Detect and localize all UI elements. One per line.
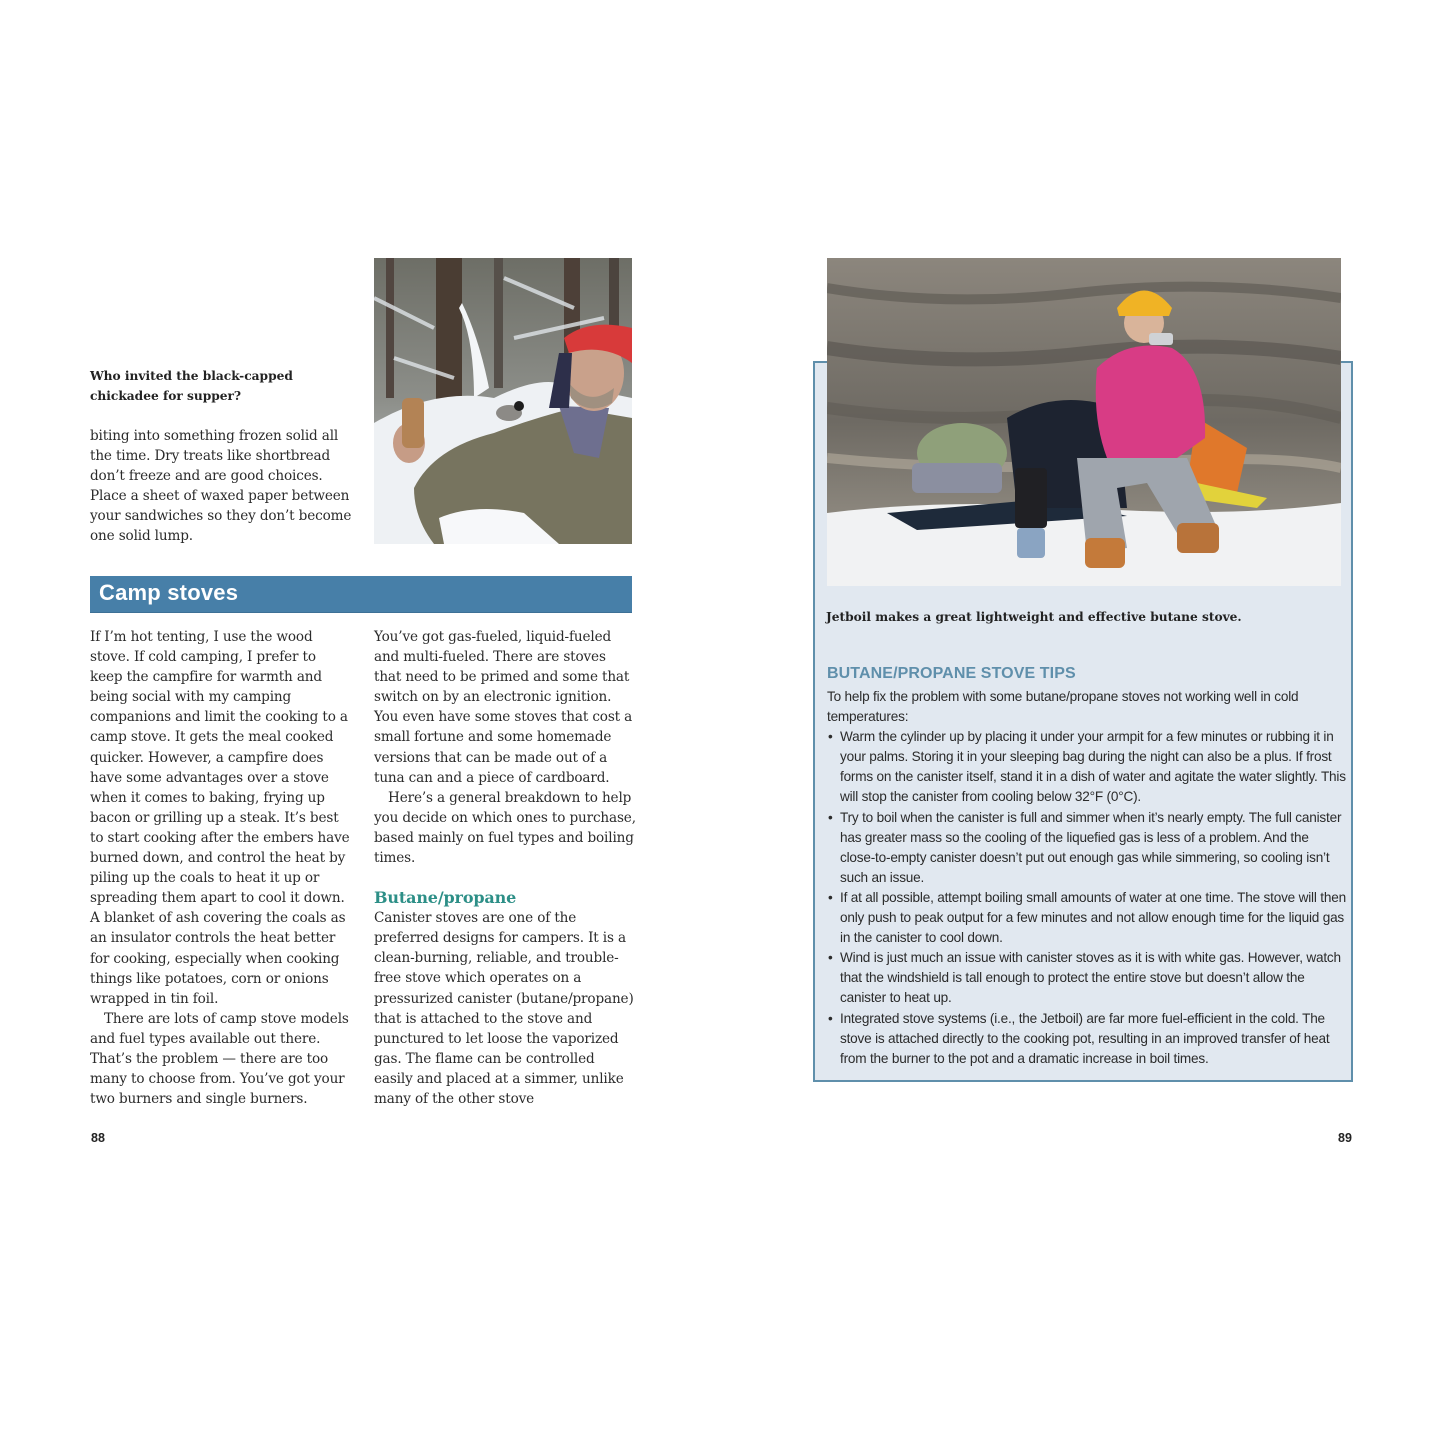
text-column-2 [374, 627, 636, 1109]
photo-climber-with-jetboil [827, 258, 1341, 586]
column1-paragraph-2: There are lots of camp stove models and fuel types available out there. That’s the problem — there are too many to choose from. You’ve got your two burners and single burners. [90, 1010, 349, 1108]
tips-list [827, 727, 1347, 1069]
bullet-icon: • [828, 950, 833, 966]
tip-text: Wind is just much an issue with canister stoves as it is with white gas. However, watch that the windshield is tall enough to protect the entire stove but doesn’t allow the canister to heat up. [840, 950, 1341, 1006]
tip-text: If at all possible, attempt boiling small amounts of water at one time. The stove will then only push to peak output for a few minutes and not allow enough time for the liquid gas in the canister to cool down. [840, 889, 1346, 946]
tip-item [827, 808, 1347, 888]
tip-text: Integrated stove systems (i.e., the Jetboil) are far more fuel-efficient in the cold. The stove is attached directly to the cooking pot, resulting in an improved transfer of heat from the burner to the pot and a dramatic increase in boil times. [840, 1010, 1330, 1066]
photo-caption-chickadee: Who invited the black-capped chickadee for supper? [90, 369, 293, 403]
photo-man-with-chickadee [374, 258, 632, 544]
section-header-camp-stoves [90, 576, 632, 613]
bullet-icon: • [828, 889, 833, 905]
tips-body [827, 687, 1347, 1069]
subheading-butane-propane: Butane/propane [374, 888, 517, 908]
page-number-left: 88 [91, 1131, 105, 1145]
page-number-right: 89 [1338, 1131, 1352, 1145]
column2-paragraph-2: Here’s a general breakdown to help you decide on which ones to purchase, based mainly on fuel types and boiling times. [374, 789, 636, 867]
bullet-icon: • [828, 809, 833, 825]
text-column-1 [90, 627, 352, 1109]
tip-item [827, 888, 1347, 948]
column2-paragraph-3: Canister stoves are one of the preferred designs for campers. It is a clean-burning, reliable, and trouble-free stove which operates on a pressurized canister (butane/propane) that is attached to the stove and punctured to let loose the vaporized gas. The flame can be controlled easily and placed at a simmer, unlike many of the other stove [374, 910, 634, 1107]
intro-paragraph-text: biting into something frozen solid all the time. Dry treats like shortbread don’t freeze and are good choices. Place a sheet of waxed paper between your sandwiches so they don’t become one solid lump. [90, 428, 352, 545]
tip-item [827, 727, 1347, 807]
tips-intro: To help fix the problem with some butane/propane stoves not working well in cold temperatures: [827, 689, 1299, 725]
bullet-icon: • [828, 729, 833, 745]
intro-paragraph [90, 426, 360, 547]
photo-caption-jetboil: Jetboil makes a great lightweight and effective butane stove. [826, 610, 1242, 624]
tip-text: Warm the cylinder up by placing it under your armpit for a few minutes or rubbing it in your palms. Storing it in your sleeping bag during the night can also be a plus. If frost forms on the canister itself, stand it in a dish of water and agitate the water slightly. This will stop the canister from cooling below 32°F (0°C). [840, 729, 1346, 805]
bullet-icon: • [828, 1010, 833, 1026]
section-title: Camp stoves [99, 580, 239, 605]
photo-man-illustration [374, 258, 632, 544]
column2-paragraph-1: You’ve got gas-fueled, liquid-fueled and multi-fueled. There are stoves that need to be primed and some that switch on by an electronic ignition. You even have some stoves that cost a small fortune and some homemade versions that can be made out of a tuna can and a piece of cardboard. [374, 629, 633, 786]
tip-text: Try to boil when the canister is full and simmer when it’s nearly empty. The full canister has greater mass so the cooling of the liquefied gas is less of a problem. And the close-to-empty canister doesn’t put out enough gas while simmering, so cooling isn’t such an issue. [840, 809, 1342, 885]
tip-item [827, 948, 1347, 1008]
photo-climber-illustration [827, 258, 1341, 586]
tips-title: BUTANE/PROPANE STOVE TIPS [827, 665, 1076, 682]
tip-item [827, 1009, 1347, 1069]
column1-paragraph-1: If I’m hot tenting, I use the wood stove. If cold camping, I prefer to keep the campfire for warmth and being social with my camping companions and limit the cooking to a camp stove. It gets the meal cooked quicker. However, a campfire does have some advantages over a stove when it comes to baking, frying up bacon or grilling up a steak. It’s best to start cooking after the embers have burned down, and control the heat by piling up the coals to heat it up or spreading them apart to cool it down. A blanket of ash covering the coals as an insulator controls the heat better for cooking, especially when cooking things like potatoes, corn or onions wrapped in tin foil. [90, 629, 350, 1007]
